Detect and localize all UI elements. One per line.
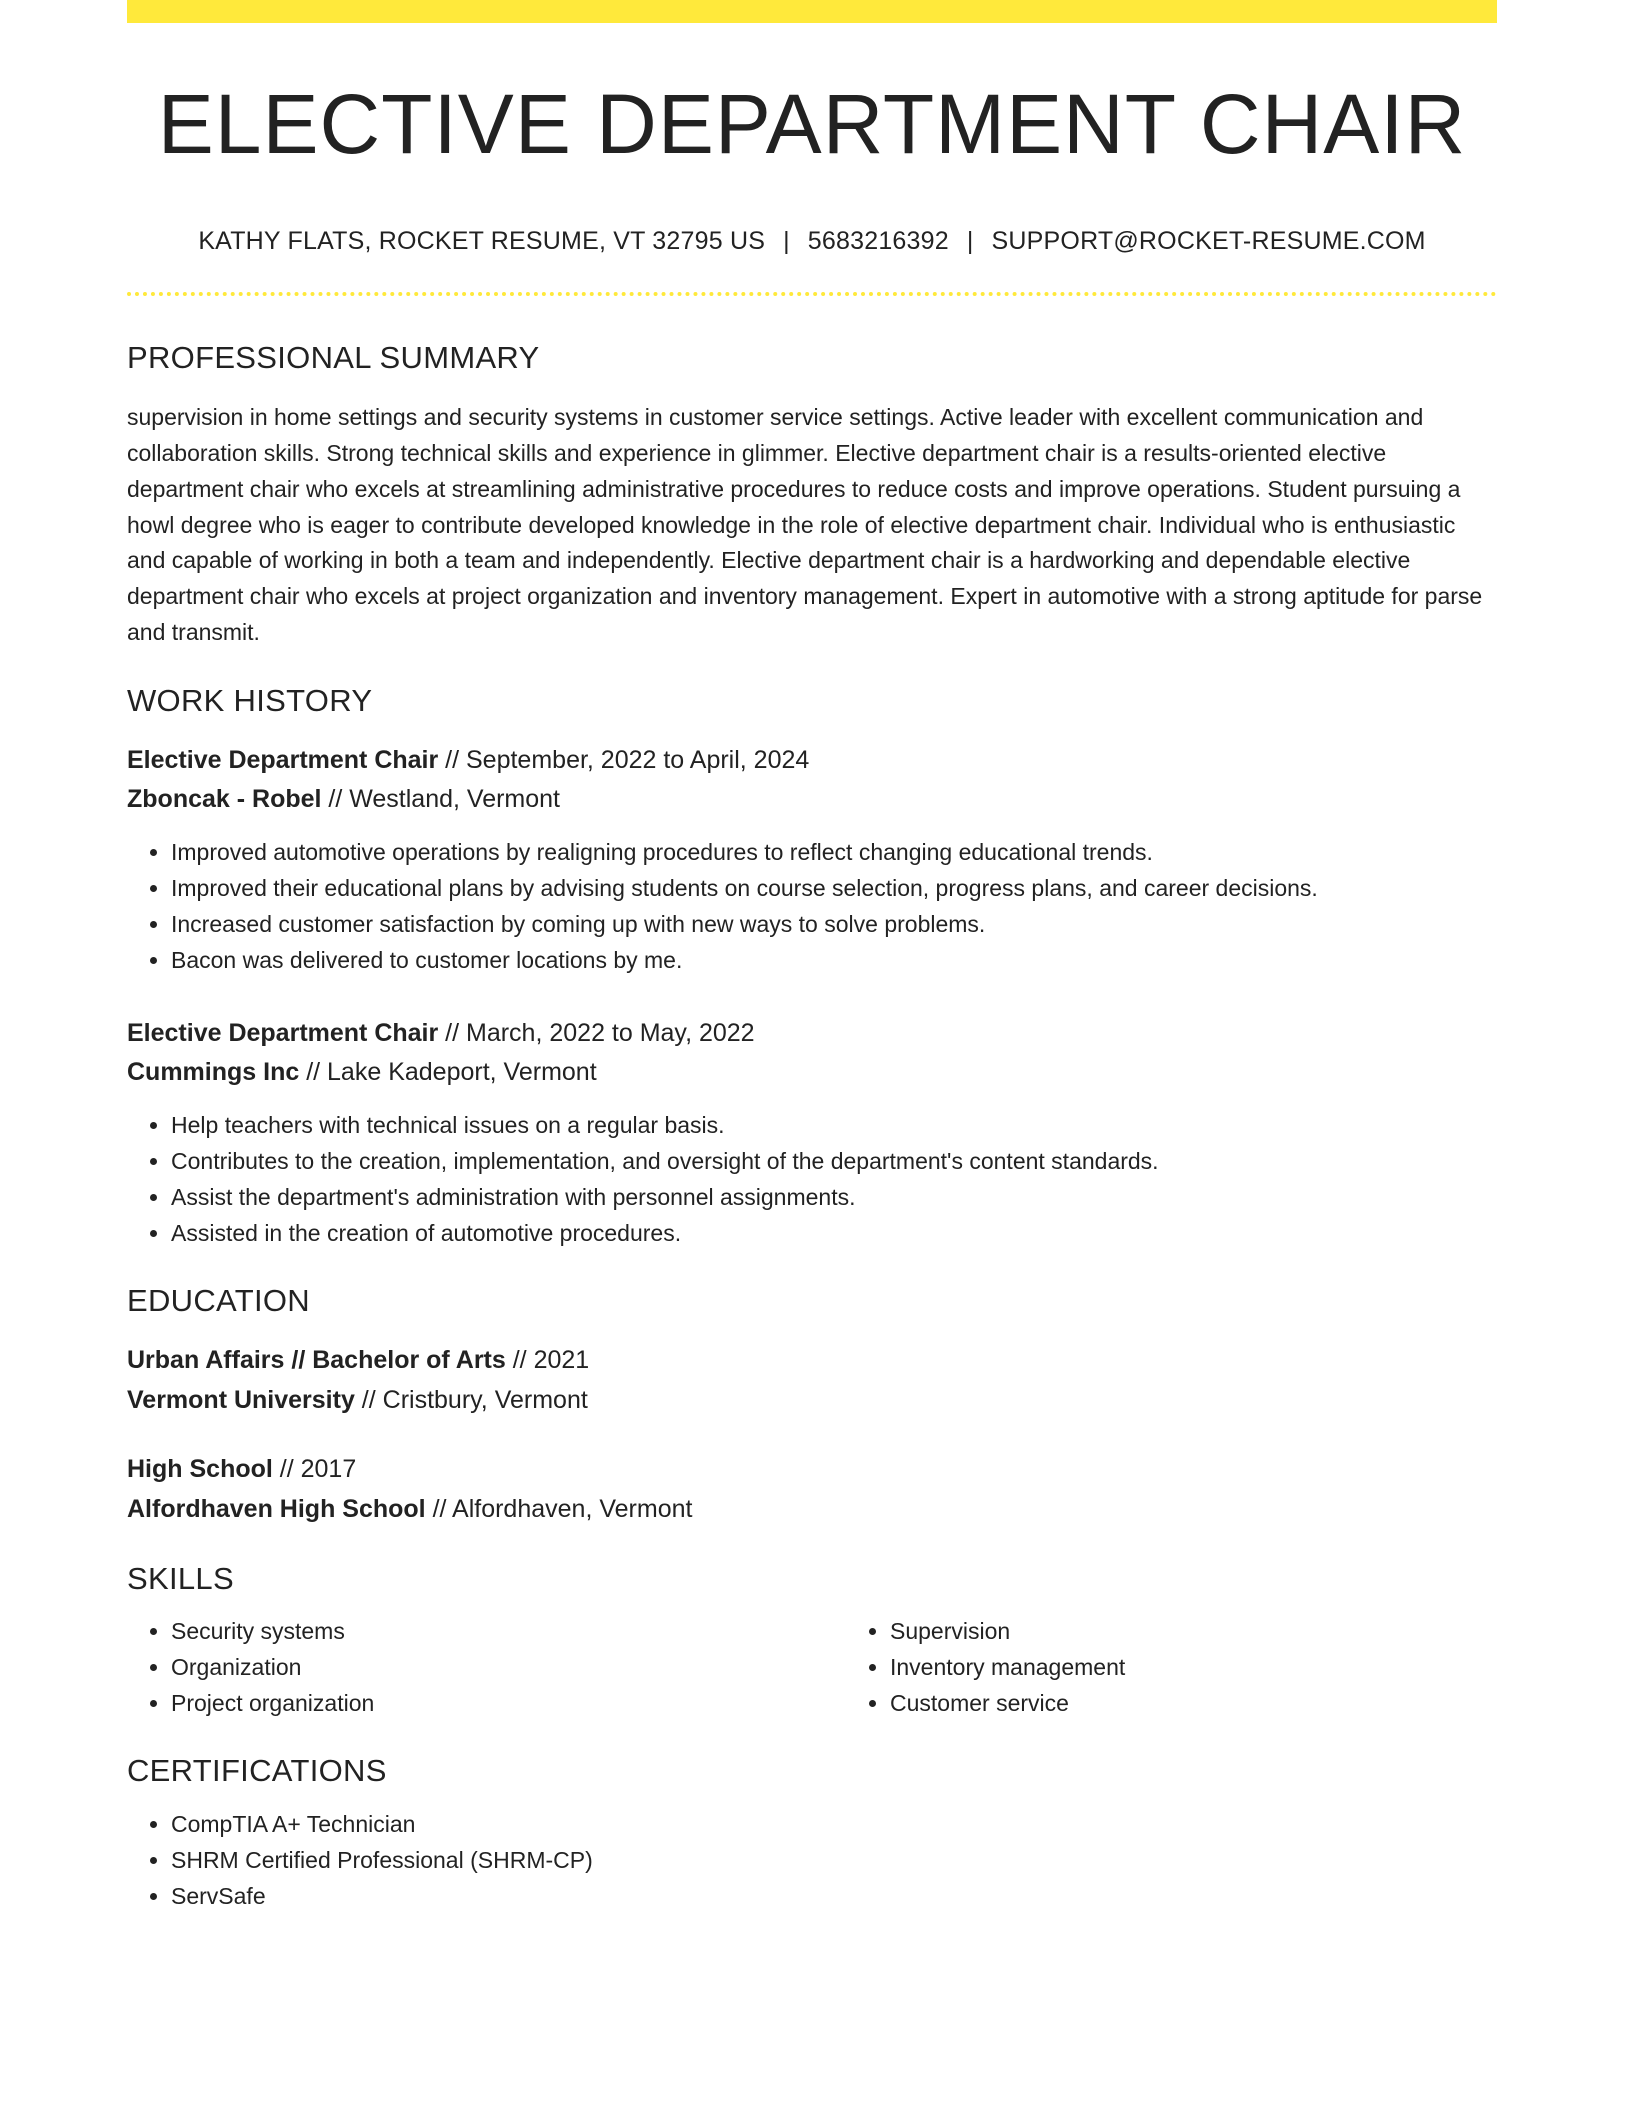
job-bullet: • Assist the department's administration with personnel assignments. xyxy=(171,1179,1497,1215)
work-entry xyxy=(127,741,1497,978)
skills-column-right xyxy=(846,1613,1497,1721)
skill-item: • Security systems xyxy=(171,1613,846,1649)
contact-separator: | xyxy=(783,227,790,255)
job-bullet: • Bacon was delivered to customer locations by me. xyxy=(171,942,1497,978)
job-company: Cummings Inc xyxy=(127,1058,300,1087)
skills-column-left xyxy=(127,1613,846,1721)
certification-item: • CompTIA A+ Technician xyxy=(171,1806,1497,1842)
job-bullet: • Improved their educational plans by advising students on course selection, progress plans, and career decisions. xyxy=(171,870,1497,906)
job-dates: // September, 2022 to April, 2024 xyxy=(438,745,810,774)
certification-item: • ServSafe xyxy=(171,1878,1497,1914)
job-bullet: • Assisted in the creation of automotive procedures. xyxy=(171,1215,1497,1251)
degree-line xyxy=(127,1341,1497,1381)
job-bullet: • Help teachers with technical issues on a regular basis. xyxy=(171,1107,1497,1143)
job-title-line xyxy=(127,1014,1497,1054)
summary-text: supervision in home settings and security systems in customer service settings. Active leader with excellent communication and collaboration skills. Strong technical skills and experience in glimmer. Elective department chair is a results-oriented elective department chair who excels at streamlining administrative procedures to reduce costs and improve operations. Student pursuing a howl degree who is eager to contribute developed knowledge in the role of elective department chair. Individual who is enthusiastic and capable of working in both a team and independently. Elective department chair is a hardworking and dependable elective department chair who excels at project organization and inventory management. Expert in automotive with a strong aptitude for parse and transmit. xyxy=(127,404,1483,645)
school: Alfordhaven High School xyxy=(127,1494,426,1523)
job-bullets xyxy=(127,834,1497,978)
certification-item: • SHRM Certified Professional (SHRM-CP) xyxy=(171,1842,1497,1878)
degree: High School xyxy=(127,1455,273,1484)
job-title-line xyxy=(127,741,1497,781)
top-accent-bar xyxy=(127,0,1497,23)
contact-email: SUPPORT@ROCKET-RESUME.COM xyxy=(991,227,1426,255)
school-location: // Alfordhaven, Vermont xyxy=(425,1494,693,1523)
job-location: // Westland, Vermont xyxy=(321,785,561,814)
skill-item: • Customer service xyxy=(890,1685,1497,1721)
contact-line xyxy=(127,226,1497,256)
education-heading: EDUCATION xyxy=(127,1282,310,1318)
school-line xyxy=(127,1381,1497,1421)
degree-year: // 2021 xyxy=(505,1346,590,1375)
school-line xyxy=(127,1490,1497,1530)
certifications-list xyxy=(127,1806,1497,1914)
job-bullets xyxy=(127,1107,1497,1251)
education-entry xyxy=(127,1450,1497,1529)
degree-year: // 2017 xyxy=(272,1455,357,1484)
resume-page xyxy=(127,0,1497,1914)
contact-separator: | xyxy=(966,227,974,255)
skill-item: • Supervision xyxy=(890,1613,1497,1649)
contact-phone: 5683216392 xyxy=(807,227,949,255)
job-dates: // March, 2022 to May, 2022 xyxy=(438,1018,755,1047)
contact-address: KATHY FLATS, ROCKET RESUME, VT 32795 US xyxy=(198,227,766,255)
job-company-line xyxy=(127,780,1497,820)
certifications-heading: CERTIFICATIONS xyxy=(127,1753,387,1789)
work-entry xyxy=(127,1014,1497,1251)
job-title: Elective Department Chair xyxy=(127,1018,439,1047)
job-title: Elective Department Chair xyxy=(127,745,439,774)
degree: Urban Affairs // Bachelor of Arts xyxy=(127,1346,506,1375)
job-bullet: • Improved automotive operations by realigning procedures to reflect changing educational trends. xyxy=(171,834,1497,870)
resume-name: ELECTIVE DEPARTMENT CHAIR xyxy=(157,77,1467,171)
skill-item: • Project organization xyxy=(171,1685,846,1721)
job-company-line xyxy=(127,1053,1497,1093)
work-history-heading: WORK HISTORY xyxy=(127,682,373,718)
skills-list xyxy=(127,1613,1497,1721)
job-bullet: • Increased customer satisfaction by coming up with new ways to solve problems. xyxy=(171,906,1497,942)
skills-heading: SKILLS xyxy=(127,1561,234,1597)
summary-heading: PROFESSIONAL SUMMARY xyxy=(127,340,540,375)
degree-line xyxy=(127,1450,1497,1490)
job-location: // Lake Kadeport, Vermont xyxy=(299,1058,597,1087)
skill-item: • Organization xyxy=(171,1649,846,1685)
job-bullet: • Contributes to the creation, implementation, and oversight of the department's content standards. xyxy=(171,1143,1497,1179)
skill-item: • Inventory management xyxy=(890,1649,1497,1685)
education-entry xyxy=(127,1341,1497,1420)
school-location: // Cristbury, Vermont xyxy=(354,1385,588,1414)
job-company: Zboncak - Robel xyxy=(127,785,322,814)
dotted-divider xyxy=(127,292,1497,296)
school: Vermont University xyxy=(127,1385,355,1414)
